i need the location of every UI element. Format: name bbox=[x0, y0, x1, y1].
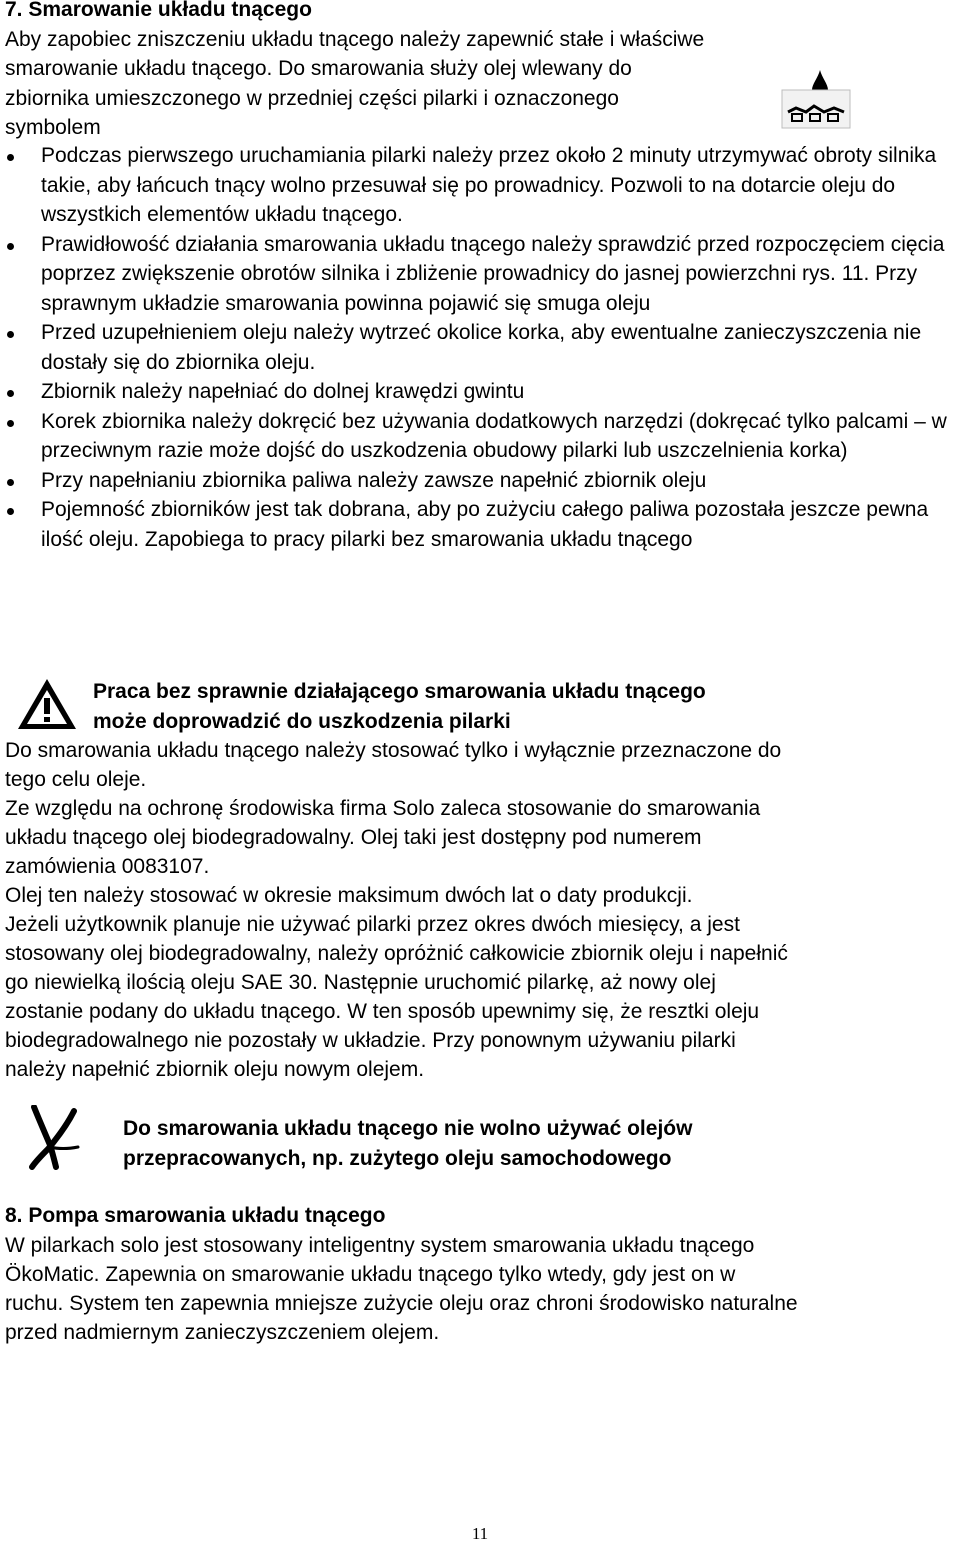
body-text-line: zamówienia 0083107. bbox=[5, 855, 210, 878]
lubrication-bullet-list bbox=[5, 141, 950, 554]
body-text-line: go niewielką ilością oleju SAE 30. Następnie uruchomić pilarkę, aż nowy olej bbox=[5, 971, 716, 994]
intro-text-line: zbiornika umieszczonego w przedniej części pilarki i oznaczonego bbox=[5, 87, 619, 110]
body-text-line: Jeżeli użytkownik planuje nie używać pilarki przez okres dwóch miesięcy, a jest bbox=[5, 913, 740, 936]
body-text-line: Ze względu na ochronę środowiska firma Solo zaleca stosowanie do smarowania bbox=[5, 797, 761, 820]
bullet-icon bbox=[7, 390, 14, 397]
prohibition-text: Do smarowania układu tnącego nie wolno używać olejów przepracowanych, np. zużytego oleju samochodowego bbox=[123, 1117, 693, 1170]
body-text-line: biodegradowalnego nie pozostały w układzie. Przy ponownym używaniu pilarki bbox=[5, 1029, 736, 1052]
list-item: Przy napełnianiu zbiornika paliwa należy zawsze napełnić zbiornik oleju bbox=[5, 466, 950, 496]
body-text-line: Do smarowania układu tnącego należy stosować tylko i wyłącznie przeznaczone do bbox=[5, 739, 782, 762]
warning-text: Praca bez sprawnie działającego smarowania układu tnącego może doprowadzić do uszkodzenia pilarki bbox=[93, 680, 706, 733]
intro-text-line: symbolem bbox=[5, 116, 101, 139]
bullet-icon bbox=[7, 331, 14, 338]
section-7-heading: 7. Smarowanie układu tnącego bbox=[5, 0, 312, 21]
body-text-line: ÖkoMatic. Zapewnia on smarowanie układu tnącego tylko wtedy, gdy jest on w bbox=[5, 1263, 736, 1286]
list-item: Przed uzupełnieniem oleju należy wytrzeć okolice korka, aby ewentualne zanieczyszczenia nie dostały się do zbiornika oleju. bbox=[5, 318, 950, 377]
list-item: Zbiornik należy napełniać do dolnej krawędzi gwintu bbox=[5, 377, 950, 407]
list-item: Korek zbiornika należy dokręcić bez używania dodatkowych narzędzi (dokręcać tylko palcami – w przeciwnym razie może dojść do uszkodzenia obudowy pilarki lub uszczelnienia korka) bbox=[5, 407, 950, 466]
body-text-line: stosowany olej biodegradowalny, należy opróżnić całkowicie zbiornik oleju i napełnić bbox=[5, 942, 788, 965]
body-text-line: przed nadmiernym zanieczyszczeniem olejem. bbox=[5, 1321, 440, 1344]
intro-text-line: smarowanie układu tnącego. Do smarowania służy olej wlewany do bbox=[5, 57, 632, 80]
body-text-line: W pilarkach solo jest stosowany inteligentny system smarowania układu tnącego bbox=[5, 1234, 755, 1257]
body-text-line: zostanie podany do układu tnącego. W ten sposób upewnimy się, że resztki oleju bbox=[5, 1000, 760, 1023]
bullet-icon bbox=[7, 154, 14, 161]
bullet-icon bbox=[7, 420, 14, 427]
bullet-icon bbox=[7, 479, 14, 486]
body-text-line: ruchu. System ten zapewnia mniejsze zużycie oleju oraz chroni środowisko naturalne bbox=[5, 1292, 798, 1315]
list-item: Pojemność zbiorników jest tak dobrana, aby po zużyciu całego paliwa pozostała jeszcze pewna ilość oleju. Zapobiega to pracy pilarki bez smarowania układu tnącego bbox=[5, 495, 950, 554]
chain-oil-symbol-icon bbox=[778, 68, 854, 132]
prohibited-cross-icon bbox=[28, 1105, 90, 1171]
section-8-heading: 8. Pompa smarowania układu tnącego bbox=[5, 1204, 386, 1227]
bullet-icon bbox=[7, 508, 14, 515]
list-item: Podczas pierwszego uruchamiania pilarki należy przez około 2 minuty utrzymywać obroty silnika takie, aby łańcuch tnący wolno przesuwał się po prowadnicy. Pozwoli to na dotarcie oleju do wszystkich elementów układu tnącego. bbox=[5, 141, 950, 230]
list-item: Prawidłowość działania smarowania układu tnącego należy sprawdzić przed rozpoczęciem cięcia poprzez zwiększenie obrotów silnika i zbliżenie prowadnicy do jasnej powierzchni rys. 11. Przy sprawnym układzie smarowania powinna pojawić się smuga oleju bbox=[5, 230, 950, 319]
page-number: 11 bbox=[471, 1524, 489, 1543]
body-text-line: należy napełnić zbiornik oleju nowym olejem. bbox=[5, 1058, 425, 1081]
body-text-line: Olej ten należy stosować w okresie maksimum dwóch lat o daty produkcji. bbox=[5, 884, 693, 907]
body-text-line: tego celu oleje. bbox=[5, 768, 147, 791]
intro-text-line: Aby zapobiec zniszczeniu układu tnącego należy zapewnić stałe i właściwe bbox=[5, 28, 705, 51]
warning-triangle-icon bbox=[16, 677, 78, 731]
body-text-line: układu tnącego olej biodegradowalny. Olej taki jest dostępny pod numerem bbox=[5, 826, 702, 849]
bullet-icon bbox=[7, 243, 14, 250]
